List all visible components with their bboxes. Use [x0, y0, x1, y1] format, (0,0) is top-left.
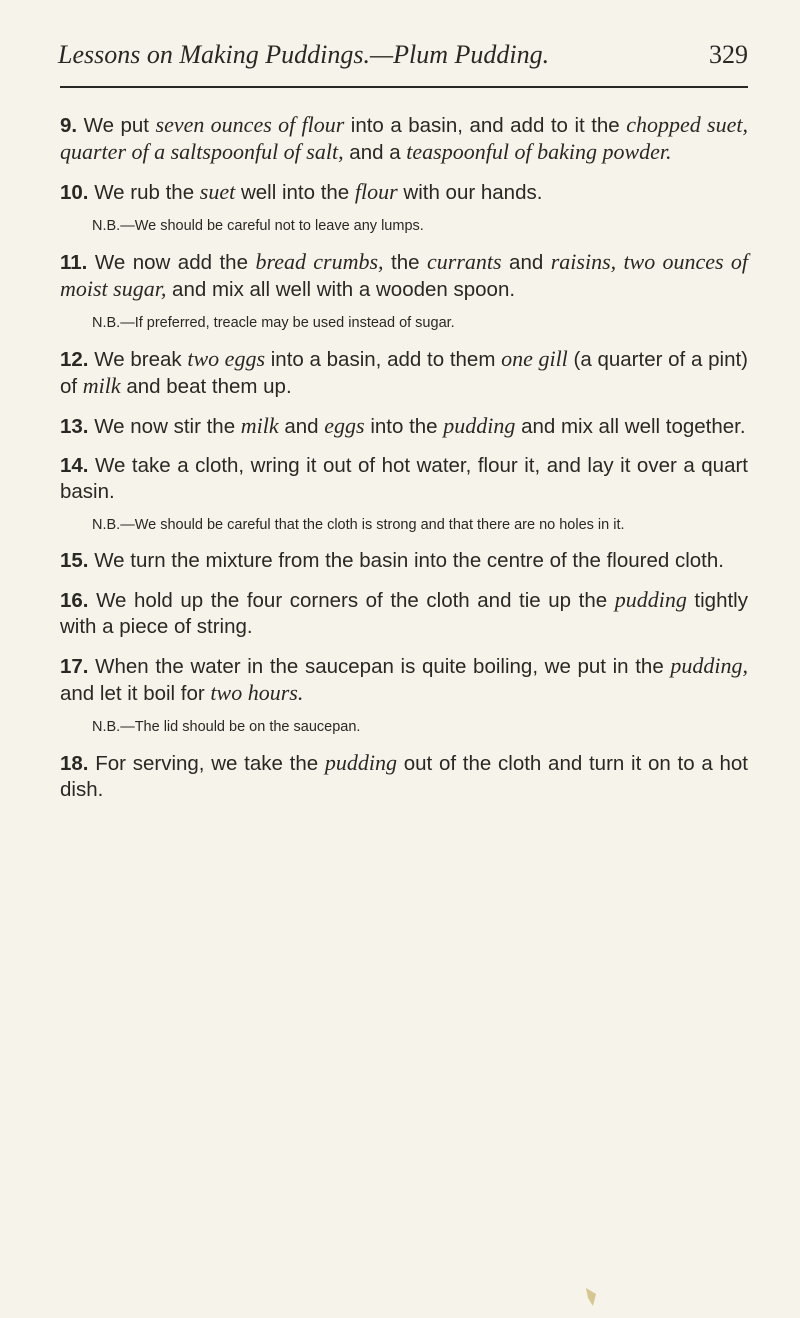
running-header: [58, 40, 748, 70]
step-number: 17.: [60, 655, 89, 678]
step-text: We hold up the four corners of the cloth and tie up the: [96, 589, 615, 612]
step-text: and a: [343, 141, 407, 164]
recipe-step: [60, 750, 748, 803]
step-text: into the: [364, 415, 444, 438]
recipe-step: [60, 413, 748, 440]
step-text: and let it boil for: [60, 682, 211, 705]
ingredient-emphasis: suet: [199, 179, 236, 204]
step-text: We put: [83, 114, 156, 137]
recipe-step: [60, 453, 748, 505]
step-text: and mix all well together.: [515, 415, 746, 438]
step-text: We rub the: [94, 181, 200, 204]
step-number: 13.: [60, 415, 89, 438]
step-text: We now add the: [94, 251, 256, 274]
step-text: and: [501, 251, 551, 274]
nb-note: N.B.—If preferred, treacle may be used instead of sugar.: [92, 315, 455, 331]
recipe-step: [60, 249, 748, 303]
step-number: 15.: [60, 549, 89, 572]
step-text: with our hands.: [397, 181, 543, 204]
step-text: well into the: [235, 181, 355, 204]
recipe-step: [60, 179, 748, 206]
page-title: Lessons on Making Puddings.—Plum Pudding.: [58, 40, 550, 69]
ingredient-emphasis: bread crumbs,: [255, 249, 384, 274]
step-number: 18.: [60, 752, 89, 775]
step-text: We turn the mixture from the basin into the centre of the floured cloth.: [94, 549, 724, 572]
step-number: 9.: [60, 114, 78, 137]
ingredient-emphasis: pudding: [443, 413, 516, 438]
ingredient-emphasis: eggs: [324, 413, 365, 438]
ingredient-emphasis: pudding,: [670, 653, 748, 678]
recipe-steps: [60, 112, 748, 816]
recipe-step: [60, 112, 748, 166]
step-number: 12.: [60, 348, 89, 371]
step-text: We take a cloth, wring it out of hot water, flour it, and lay it over a quart basin.: [60, 454, 748, 503]
step-number: 10.: [60, 181, 89, 204]
ingredient-emphasis: raisins, two ounces of moist sugar,: [60, 249, 748, 301]
recipe-step: [60, 346, 748, 400]
ingredient-emphasis: two eggs: [187, 346, 266, 371]
nb-note: N.B.—The lid should be on the saucepan.: [92, 719, 361, 735]
ingredient-emphasis: one gill: [501, 346, 568, 371]
ingredient-emphasis: pudding: [324, 750, 397, 775]
step-text: and mix all well with a wooden spoon.: [166, 278, 516, 301]
ingredient-emphasis: two hours.: [210, 680, 304, 705]
step-text: and: [278, 415, 325, 438]
ingredient-emphasis: milk: [240, 413, 279, 438]
step-text: into a basin, add to them: [265, 348, 502, 371]
step-text: tightly with a piece of string.: [60, 589, 748, 638]
ingredient-emphasis: flour: [354, 179, 398, 204]
nb-note: N.B.—We should be careful that the cloth is strong and that there are no holes in it.: [92, 517, 625, 533]
step-text: into a basin, and add to it the: [344, 114, 627, 137]
recipe-step: [60, 548, 748, 574]
recipe-step: [60, 653, 748, 707]
ingredient-emphasis: currants: [427, 249, 502, 274]
ingredient-emphasis: milk: [82, 373, 121, 398]
step-text: the: [383, 251, 428, 274]
step-text: and beat them up.: [120, 375, 292, 398]
step-text: We break: [94, 348, 188, 371]
ingredient-emphasis: seven ounces of flour: [155, 112, 345, 137]
step-text: (a quarter of a pint) of: [60, 348, 748, 398]
step-number: 14.: [60, 454, 89, 477]
ingredient-emphasis: pudding: [614, 587, 687, 612]
step-text: For serving, we take the: [95, 752, 325, 775]
page-number: 329: [709, 40, 748, 69]
ingredient-emphasis: chopped suet, quarter of a saltspoonful of salt,: [60, 112, 748, 164]
nb-note: N.B.—We should be careful not to leave any lumps.: [92, 218, 424, 234]
recipe-step: [60, 587, 748, 640]
step-text: We now stir the: [94, 415, 241, 438]
ink-blot-mark: [584, 1286, 598, 1308]
step-text: When the water in the saucepan is quite boiling, we put in the: [95, 655, 671, 678]
step-text: out of the cloth and turn it on to a hot dish.: [60, 752, 748, 801]
step-number: 16.: [60, 589, 89, 612]
step-number: 11.: [60, 251, 88, 274]
ingredient-emphasis: teaspoonful of baking powder.: [406, 139, 672, 164]
header-rule: [60, 86, 748, 88]
